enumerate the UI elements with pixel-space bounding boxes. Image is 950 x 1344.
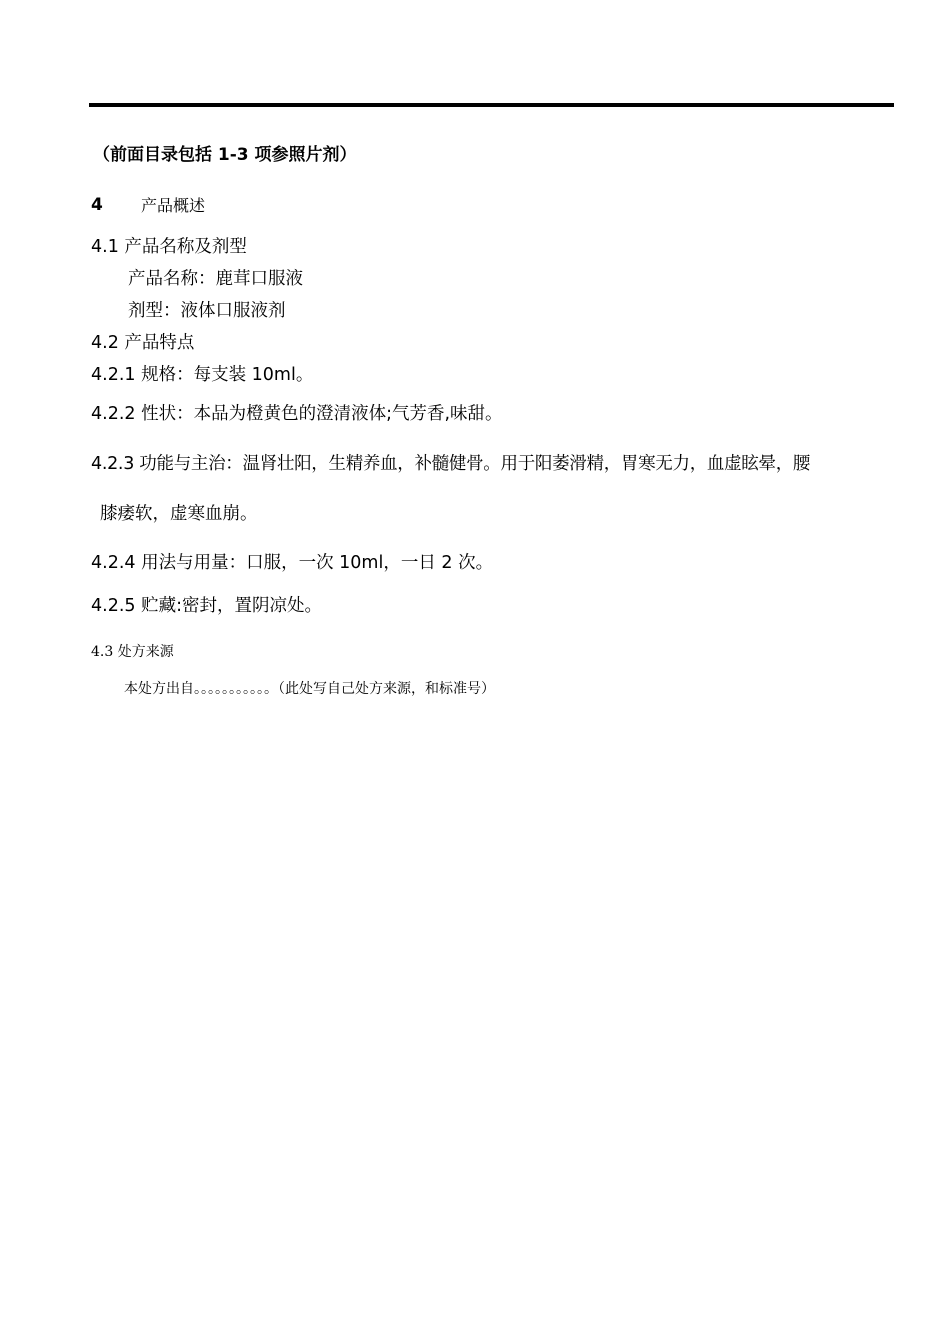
character-line: 4.2.2 性状：本品为橙黄色的澄清液体;气芳香,味甜。 <box>91 404 503 424</box>
product-name-line: 产品名称：鹿茸口服液 <box>128 269 303 289</box>
section-4-1-heading: 4.1 产品名称及剂型 <box>91 237 247 257</box>
function-line-2: 膝痿软，虚寒血崩。 <box>100 504 258 524</box>
header-note: （前面目录包括 1-3 项参照片剂） <box>93 145 357 165</box>
prescription-source-line: 本处方出自。。。。。。。。。。。（此处写自己处方来源，和标准号） <box>124 681 495 697</box>
section-4-2-heading: 4.2 产品特点 <box>91 333 195 353</box>
section-4-number: 4 <box>91 195 103 215</box>
spec-line: 4.2.1 规格：每支装 10ml。 <box>91 365 314 385</box>
section-4-3-heading: 4.3 处方来源 <box>91 644 174 660</box>
usage-line: 4.2.4 用法与用量：口服，一次 10ml，一日 2 次。 <box>91 553 494 573</box>
header-rule <box>89 103 894 107</box>
section-4-title: 产品概述 <box>141 196 206 215</box>
function-line-1: 4.2.3 功能与主治：温肾壮阳，生精养血，补髓健骨。用于阳萎滑精，胃寒无力，血虚眩晕，腰 <box>91 454 811 474</box>
dosage-form-line: 剂型：液体口服液剂 <box>128 301 286 321</box>
storage-line: 4.2.5 贮藏:密封，置阴凉处。 <box>91 596 322 616</box>
